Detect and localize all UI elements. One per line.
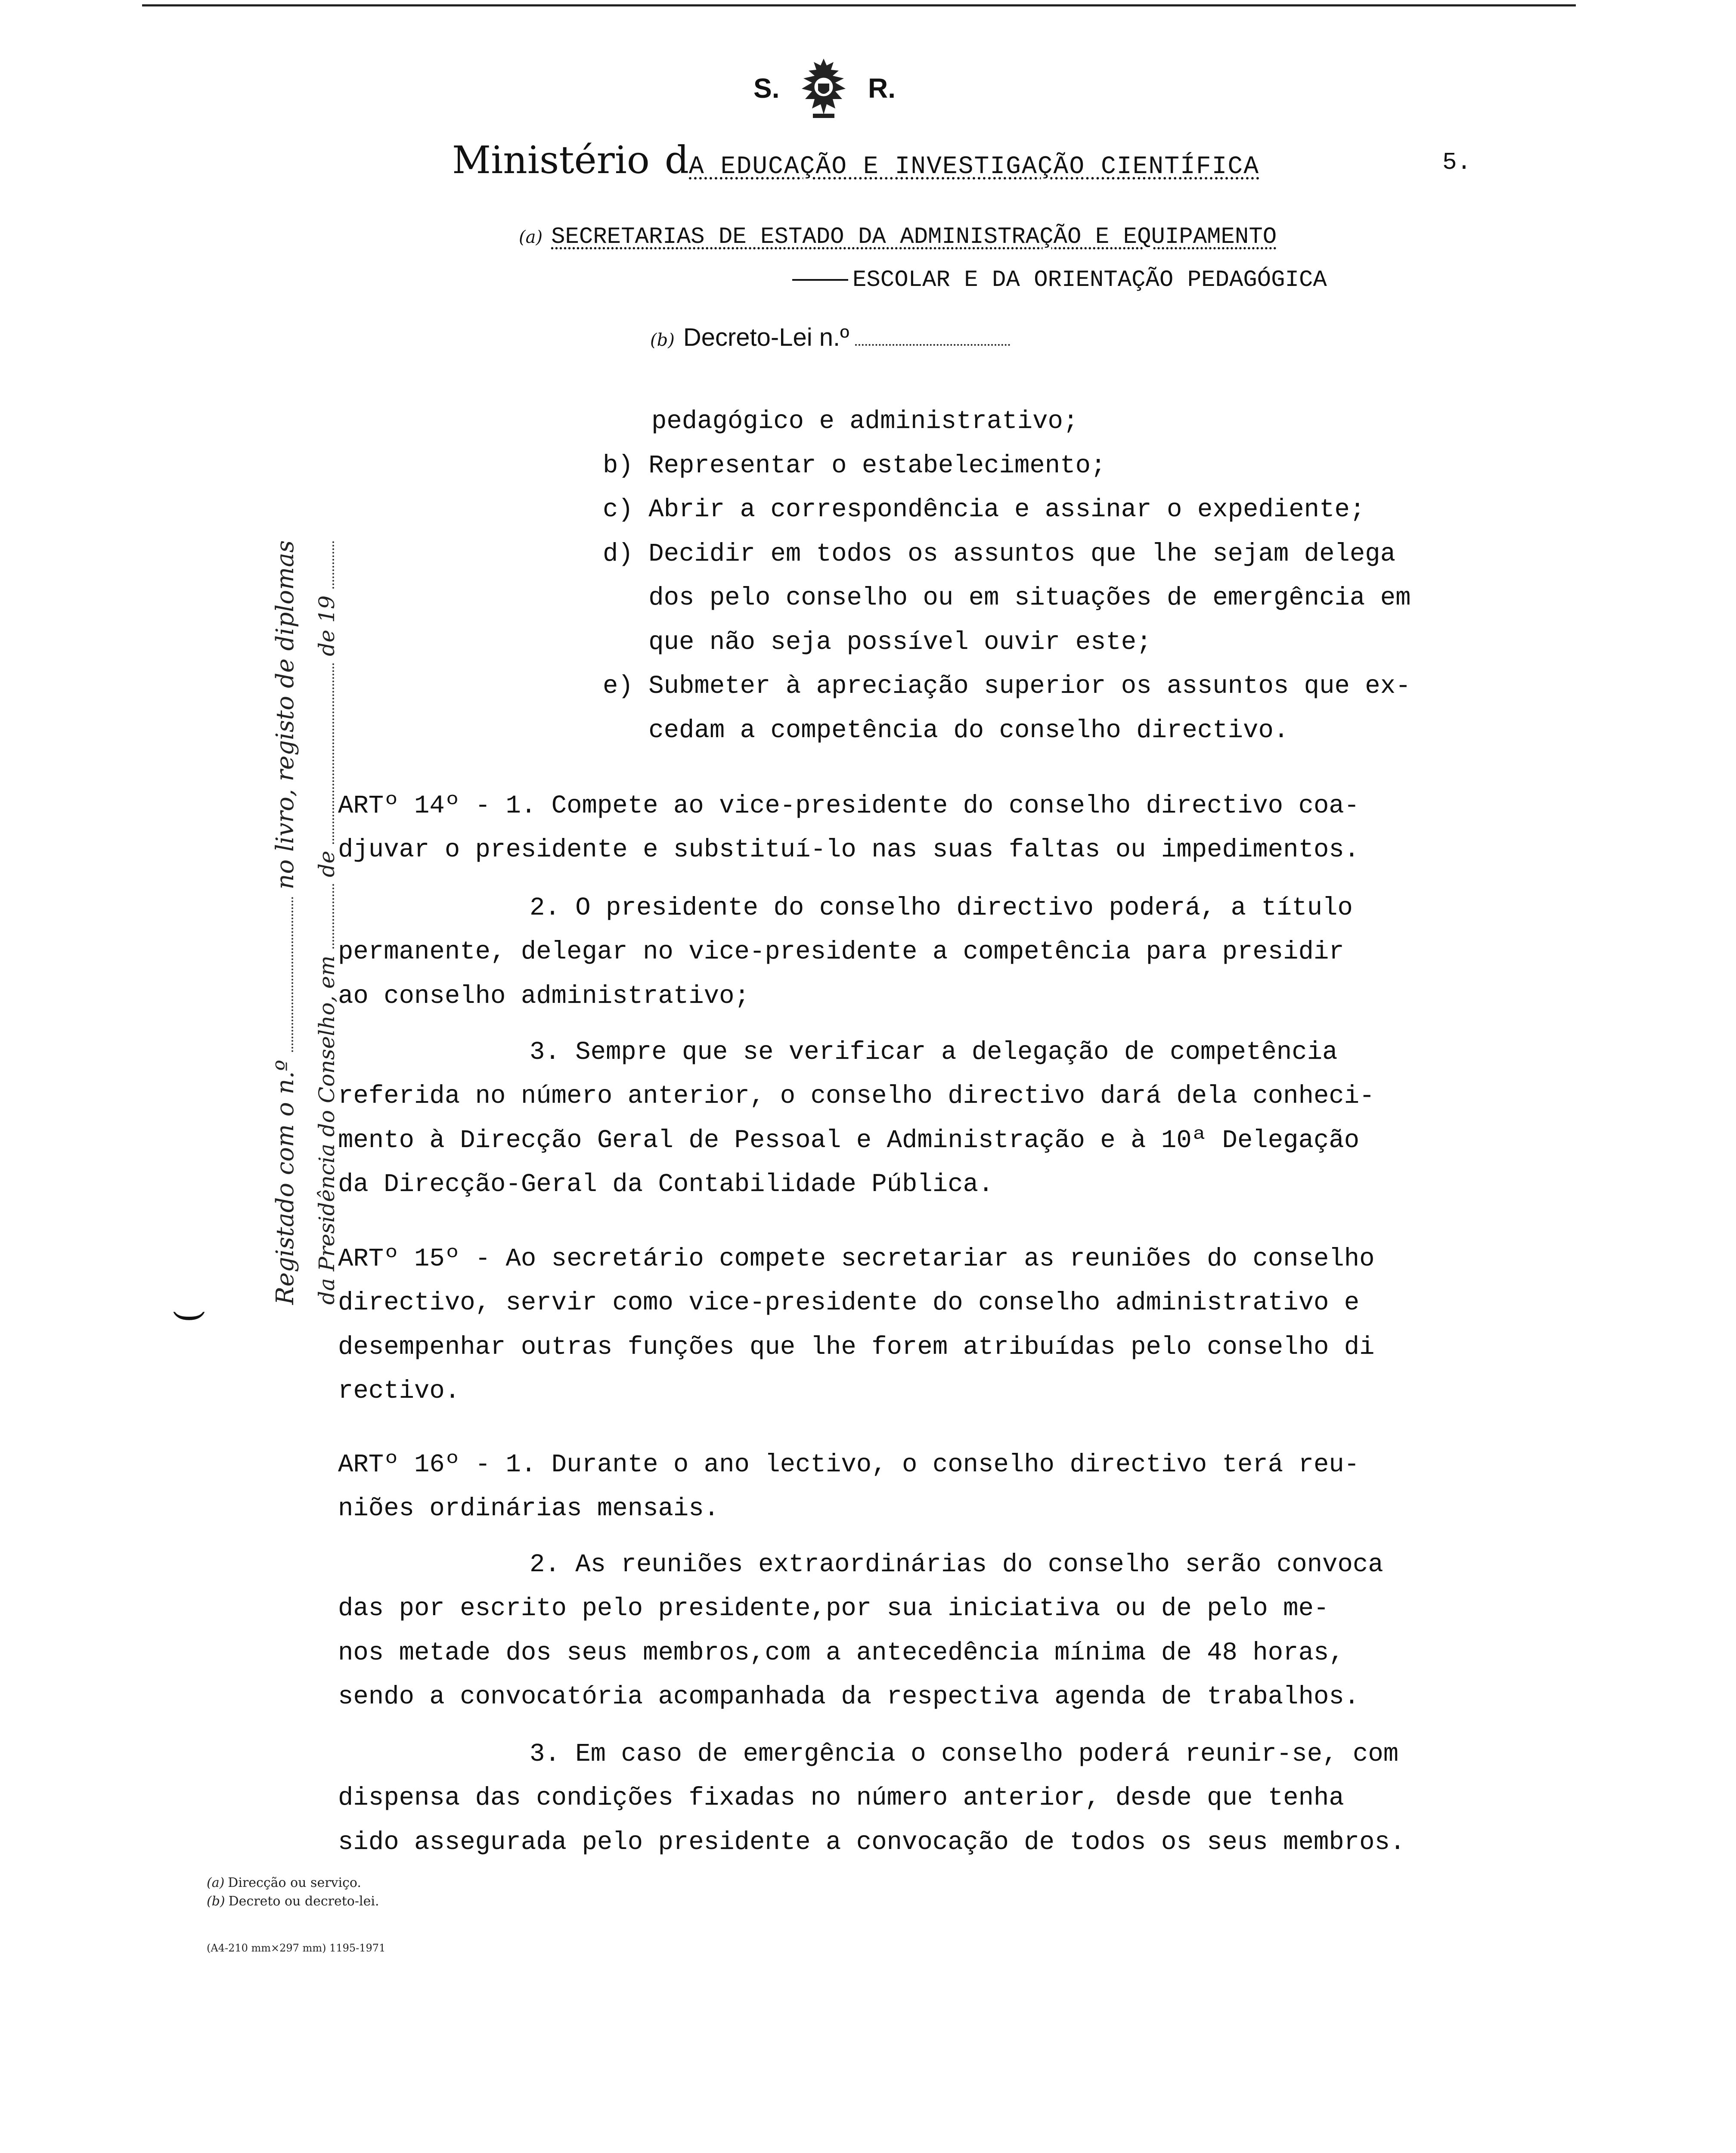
margin-de19: de 19 (314, 595, 339, 656)
body-line: d) Decidir em todos os assuntos que lhe sejam delega (603, 540, 1396, 568)
body-line: directivo, servir como vice-presidente do conselho administrativo e (338, 1288, 1360, 1317)
body-line: dos pelo conselho ou em situações de emergência em (603, 583, 1411, 612)
margin-registado: Registado com o n.º (271, 1060, 299, 1305)
escolar-line (792, 267, 1327, 293)
margin-blank-day (332, 884, 334, 949)
body-line: niões ordinárias mensais. (338, 1494, 719, 1523)
ministry-d: d (664, 138, 689, 182)
margin-blank-year (332, 541, 334, 589)
body-line: que não seja possível ouvir este; (603, 628, 1152, 657)
top-rule (142, 4, 1576, 6)
margin-no-livro: no livro (271, 797, 299, 890)
body-line: b) Representar o estabelecimento; (603, 451, 1106, 480)
footnote-mark-a: (a) (519, 227, 543, 247)
body-line: sendo a convocatória acompanhada da respectiva agenda de trabalhos. (338, 1682, 1360, 1711)
body-line: cedam a competência do conselho directivo. (603, 716, 1289, 745)
margin-registration-note (271, 487, 339, 1305)
body-line: ao conselho administrativo; (338, 982, 750, 1011)
letterhead-seal (753, 56, 896, 121)
footnote-a-mark: (a) (207, 1875, 225, 1890)
margin-row-presidencia (314, 487, 339, 1305)
footnote-a (207, 1875, 361, 1890)
decreto-blank (855, 344, 1010, 346)
letterhead-right-letter: R. (868, 73, 896, 104)
article-16-line: ARTº 16º - 1. Durante o ano lectivo, o conselho directivo terá reu- (338, 1450, 1360, 1479)
ministry-name: A EDUCAÇÃO E INVESTIGAÇÃO CIENTÍFICA (689, 153, 1260, 181)
connector-dash (792, 279, 848, 281)
body-line: c) Abrir a correspondência e assinar o expediente; (603, 495, 1365, 524)
margin-de: de (314, 850, 339, 878)
margin-registo: , registo de diplomas (271, 540, 299, 797)
body-line: mento à Direcção Geral de Pessoal e Administração e à 10ª Delegação (338, 1126, 1360, 1155)
decreto-line (650, 323, 1010, 352)
secretarias-line (519, 224, 1277, 250)
margin-row-registado (271, 487, 314, 1305)
body-line: 3. Em caso de emergência o conselho poderá reunir-se, com (530, 1740, 1399, 1768)
margin-bracket: ( (167, 1309, 208, 1323)
body-line: rectivo. (338, 1377, 460, 1405)
article-15-line: ARTº 15º - Ao secretário compete secretariar as reuniões do conselho (338, 1244, 1375, 1273)
secretarias-text: SECRETARIAS DE ESTADO DA ADMINISTRAÇÃO E EQUIPAMENTO (551, 224, 1277, 250)
body-line: pedagógico e administrativo; (651, 407, 1079, 436)
body-line: 2. O presidente do conselho directivo poderá, a título (530, 893, 1353, 922)
body-line: e) Submeter à apreciação superior os assuntos que ex- (603, 672, 1411, 701)
margin-blank-month (332, 663, 334, 844)
page-number: 5. (1442, 149, 1472, 176)
ministry-title (452, 138, 1259, 182)
footnote-mark-b: (b) (650, 330, 675, 350)
letterhead-left-letter: S. (753, 73, 780, 104)
body-line: dispensa das condições fixadas no número anterior, desde que tenha (338, 1784, 1344, 1812)
footnote-b (207, 1894, 379, 1909)
decreto-label: Decreto-Lei n.º (683, 323, 849, 351)
ministry-word: Ministério (452, 138, 650, 182)
margin-presidencia: da Presidência do Conselho, em (314, 956, 339, 1305)
body-line: 2. As reuniões extraordinárias do conselho serão convoca (530, 1550, 1383, 1579)
body-line: sido assegurada pelo presidente a convocação de todos os seus membros. (338, 1828, 1405, 1857)
body-line: desempenhar outras funções que lhe forem atribuídas pelo conselho di (338, 1333, 1375, 1362)
body-line: das por escrito pelo presidente,por sua iniciativa ou de pelo me- (338, 1594, 1329, 1623)
body-line: referida no número anterior, o conselho directivo dará dela conheci- (338, 1082, 1375, 1111)
escolar-text: ESCOLAR E DA ORIENTAÇÃO PEDAGÓGICA (852, 267, 1327, 293)
footnote-a-text: Direcção ou serviço. (228, 1875, 361, 1890)
body-line: djuvar o presidente e substituí-lo nas suas faltas ou impedimentos. (338, 835, 1360, 864)
body-line: nos metade dos seus membros,com a antecedência mínima de 48 horas, (338, 1638, 1344, 1667)
article-14-line: ARTº 14º - 1. Compete ao vice-presidente do conselho directivo coa- (338, 791, 1360, 820)
body-line: da Direcção-Geral da Contabilidade Pública. (338, 1170, 994, 1199)
body-line: 3. Sempre que se verificar a delegação de competência (530, 1038, 1338, 1067)
coat-of-arms-icon (796, 56, 852, 121)
margin-blank-number (291, 897, 293, 1052)
body-line: permanente, delegar no vice-presidente a competência para presidir (338, 937, 1344, 966)
footnote-b-mark: (b) (207, 1894, 225, 1909)
paper-format-note: (A4-210 mm×297 mm) 1195-1971 (207, 1942, 386, 1954)
footnote-b-text: Decreto ou decreto-lei. (228, 1894, 379, 1909)
